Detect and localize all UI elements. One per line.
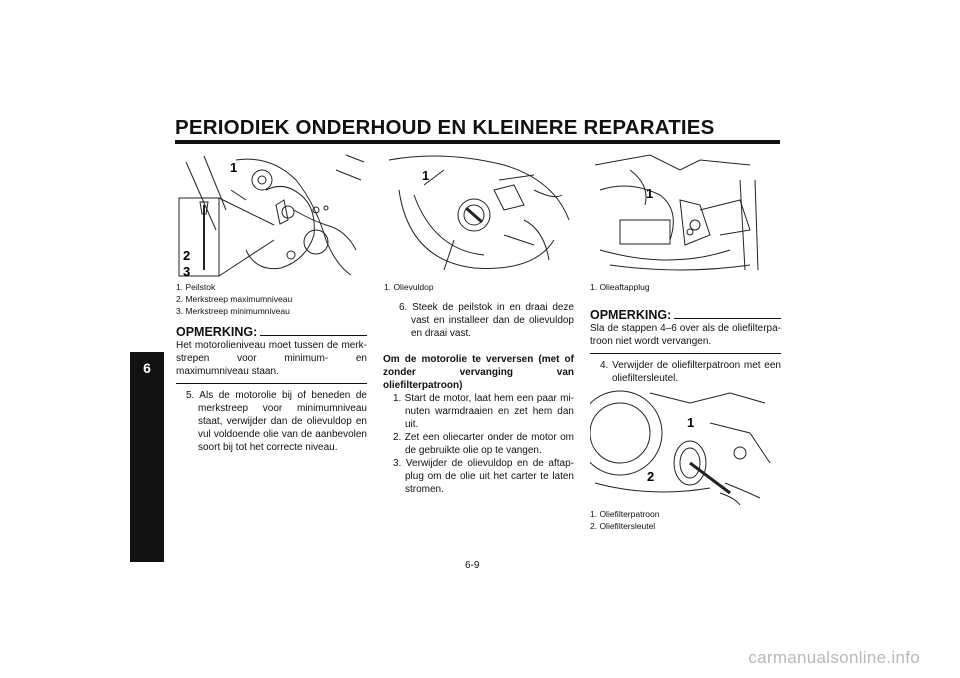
callout-1: 1 (687, 415, 695, 430)
step-5: 5. Als de motorolie bij of beneden de merkstreep voor minimumniveau staat, verwijder dan de olievuldop en vul voldoende olie van de aanbevolen soort bij tot het correcte niveau. (186, 390, 367, 453)
page-number: 6-9 (465, 560, 480, 571)
figure3-captions (590, 281, 780, 293)
callout-3: 3 (183, 264, 191, 278)
title-rule (175, 140, 780, 144)
figure-oil-filter (590, 383, 780, 505)
callout-2: 2 (647, 469, 655, 484)
figure1-captions (176, 281, 366, 317)
caption-item: 1. Olievuldop (384, 282, 434, 292)
chapter-number: 6 (143, 360, 151, 376)
callout-1: 1 (646, 186, 654, 201)
chapter-tab (130, 352, 164, 562)
note-heading (176, 325, 367, 339)
step-1: 1. Start de motor, laat hem een paar mi-nuten warmdraaien en zet hem dan uit. (393, 393, 574, 430)
figure4-captions (590, 508, 780, 532)
note-title: OPMERKING: (590, 308, 672, 322)
callout-2: 2 (183, 248, 191, 263)
page-title: PERIODIEK ONDERHOUD EN KLEINERE REPARATIES (175, 116, 715, 139)
note-text: Het motorolieniveau moet tussen de merk-strepen voor minimum- en maximumniveau staan. (176, 340, 367, 377)
caption-item: 2. Merkstreep maximumniveau (176, 294, 293, 304)
column-2 (383, 301, 574, 496)
watermark: carmanualsonline.info (748, 648, 920, 667)
figure-dipstick (176, 150, 366, 278)
note-text: Sla de stappen 4–6 over als de oliefilterpa-troon niet wordt vervangen. (590, 323, 781, 347)
caption-item: 1. Oliefilterpatroon (590, 509, 660, 519)
note-heading (590, 308, 781, 322)
column-1 (176, 325, 367, 454)
step-4: 4. Verwijder de oliefilterpatroon met een oliefiltersleutel. (600, 360, 781, 384)
figure-drain-plug (590, 150, 780, 278)
step-6: 6. Steek de peilstok in en draai deze vast en installeer dan de olievuldop en draai vast. (399, 302, 574, 339)
section-heading: Om de motorolie te verversen (met of zonder vervanging van oliefilterpatroon) (383, 354, 574, 391)
column-3 (590, 308, 781, 385)
note-title: OPMERKING: (176, 325, 258, 339)
callout-1: 1 (422, 168, 430, 183)
note-rule (590, 353, 781, 354)
figure2-captions (384, 281, 574, 293)
caption-item: 1. Peilstok (176, 282, 216, 292)
caption-item: 1. Olieaftapplug (590, 282, 650, 292)
caption-item: 3. Merkstreep minimumniveau (176, 306, 290, 316)
caption-item: 2. Oliefiltersleutel (590, 521, 656, 531)
note-rule (176, 383, 367, 384)
callout-1: 1 (230, 160, 238, 175)
step-3: 3. Verwijder de olievuldop en de aftap-plug om de olie uit het carter te laten stromen. (393, 458, 574, 495)
figure-filler-cap (384, 150, 574, 278)
step-2: 2. Zet een oliecarter onder de motor om de gebruikte olie op te vangen. (393, 432, 574, 456)
